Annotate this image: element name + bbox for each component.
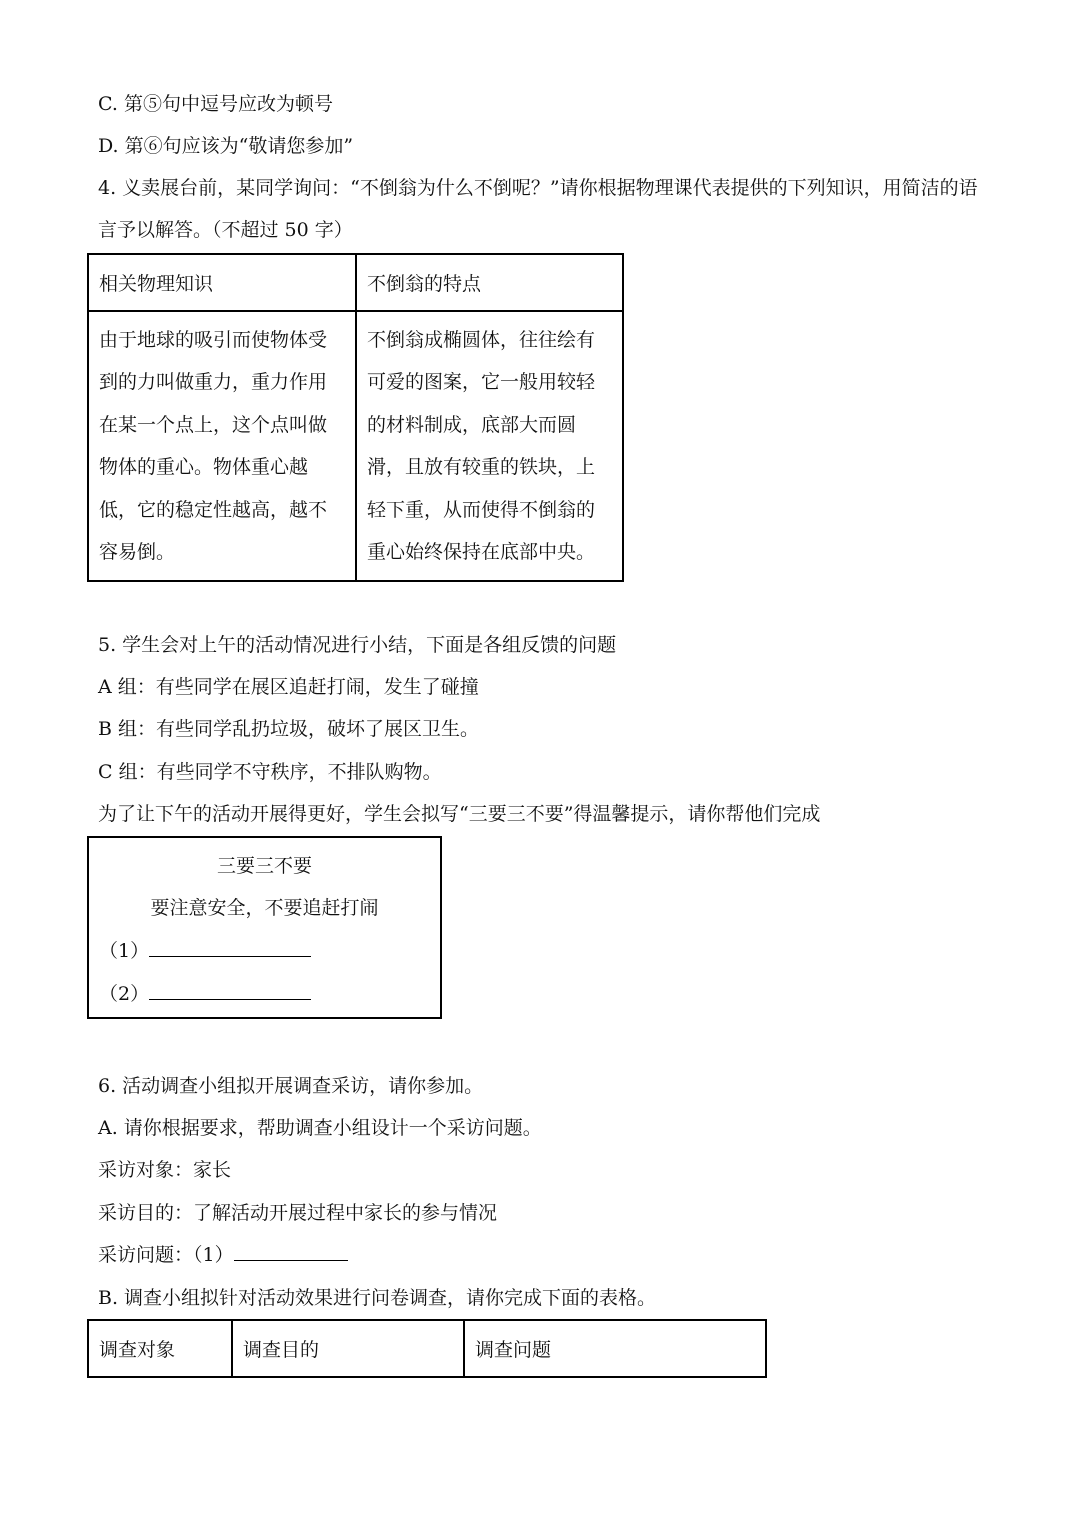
- group-c-feedback: C 组：有些同学不守秩序，不排队购物。: [98, 761, 442, 783]
- tips-item-1: [99, 938, 311, 964]
- tips-box-title: 三要三不要: [216, 855, 312, 877]
- group-b-feedback: B 组：有些同学乱扔垃圾，破坏了展区卫生。: [98, 718, 480, 740]
- tips-item-1-label: （1）: [99, 940, 150, 962]
- interview-question-label: 采访问题：（1）: [98, 1244, 234, 1266]
- question-5-instruction: 为了让下午的活动开展得更好，学生会拟写“三要三不要”得温馨提示，请你帮他们完成: [98, 803, 821, 825]
- interview-question: [98, 1242, 348, 1268]
- physics-table-header-knowledge: 相关物理知识: [88, 254, 356, 311]
- physics-table-header-features: 不倒翁的特点: [356, 254, 623, 311]
- option-c: C. 第⑤句中逗号应改为顿号: [98, 93, 333, 115]
- tips-answer-blank-2[interactable]: [149, 981, 311, 1000]
- question-5-prompt: 5. 学生会对上午的活动情况进行小结，下面是各组反馈的问题: [98, 634, 617, 656]
- part-b-instruction: B. 调查小组拟针对活动效果进行问卷调查，请你完成下面的表格。: [98, 1287, 657, 1309]
- tips-answer-blank-1[interactable]: [149, 938, 311, 957]
- survey-table-header-target: 调查对象: [88, 1320, 232, 1377]
- part-a-instruction: A. 请你根据要求，帮助调查小组设计一个采访问题。: [98, 1117, 542, 1139]
- survey-table-header-question: 调查问题: [464, 1320, 766, 1377]
- physics-table-knowledge-cell: 由于地球的吸引而使物体受到的力叫做重力，重力作用在某一个点上，这个点叫做物体的重心。物体重心越低，它的稳定性越高，越不容易倒。: [88, 311, 356, 581]
- physics-table: [87, 253, 624, 582]
- option-d: D. 第⑥句应该为“敬请您参加”: [98, 135, 354, 157]
- tips-item-2-label: （2）: [99, 983, 150, 1005]
- physics-table-features-cell: 不倒翁成椭圆体，往往绘有可爱的图案，它一般用较轻的材料制成，底部大而圆滑，且放有较重的铁块，上轻下重，从而使得不倒翁的重心始终保持在底部中央。: [356, 311, 623, 581]
- interview-target: 采访对象：家长: [98, 1159, 232, 1181]
- survey-table: [87, 1319, 767, 1378]
- interview-purpose: 采访目的：了解活动开展过程中家长的参与情况: [98, 1202, 498, 1224]
- question-6-prompt: 6. 活动调查小组拟开展调查采访，请你参加。: [98, 1075, 484, 1097]
- group-a-feedback: A 组：有些同学在展区追赶打闹，发生了碰撞: [98, 676, 479, 698]
- tips-item-2: [99, 981, 311, 1007]
- interview-answer-blank[interactable]: [234, 1242, 348, 1261]
- question-4-prompt: 4. 义卖展台前，某同学询问：“不倒翁为什么不倒呢？”请你根据物理课代表提供的下列知识，用简洁的语言予以解答。（不超过 50 字）: [98, 177, 978, 241]
- tips-box-example: 要注意安全，不要追赶打闹: [150, 897, 379, 919]
- tips-box: [87, 836, 442, 1019]
- survey-table-header-purpose: 调查目的: [232, 1320, 464, 1377]
